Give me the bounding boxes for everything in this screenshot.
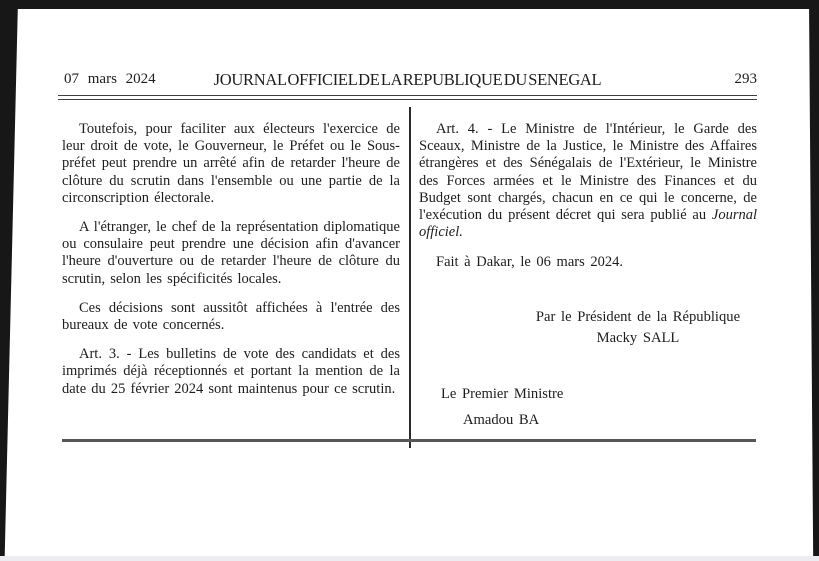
- prime-minister-name: Amadou BA: [463, 412, 540, 429]
- journal-officiel-italic: Journal officiel.: [419, 207, 757, 241]
- paragraph-article-4: [419, 121, 757, 241]
- paragraph-article-3: Art. 3. - Les bulletins de vote des candidats et des imprimés déjà réceptionnés et portant la mention de la date du 25 février 2024 sont maintenus pour ce scrutin.: [62, 346, 400, 397]
- journal-title: JOURNAL OFFICIEL DE LA REPUBLIQUE DU SENEGAL: [213, 70, 602, 89]
- header-double-rule: [58, 95, 757, 100]
- scan-border-left: [0, 0, 18, 557]
- paragraph-decisions: Ces décisions sont aussitôt affichées à l'entrée des bureaux de vote concernés.: [62, 299, 400, 334]
- scan-border-top: [0, 0, 819, 9]
- scan-bottom-band: [0, 556, 819, 561]
- right-column: [419, 121, 757, 429]
- dateline: Fait à Dakar, le 06 mars 2024.: [436, 254, 623, 271]
- president-signature-block: [419, 307, 757, 349]
- footer-rule: [62, 439, 756, 442]
- left-column: [62, 121, 400, 410]
- president-name: Macky SALL: [596, 330, 680, 347]
- page-number: 293: [734, 71, 757, 87]
- paragraph-toutefois: Toutefois, pour faciliter aux électeurs l'exercice de leur droit de vote, le Gouverneur, le Préfet ou le Sous-préfet peut prendre un arrêté afin de retarder l'heure de clôture du scrutin dans l'ensemble ou une partie de la circonscription électorale.: [62, 121, 400, 206]
- paragraph-etranger: A l'étranger, le chef de la représentation diplomatique ou consulaire peut prendre une décision afin d'avancer l'heure d'ouverture ou de retarder l'heure de clôture du scrutin, selon les spécificités locales.: [62, 219, 400, 287]
- column-divider-rule: [409, 107, 411, 448]
- president-title: Par le Président de la République: [535, 309, 741, 326]
- prime-minister-title: Le Premier Ministre: [441, 386, 564, 403]
- header-date: 07 mars 2024: [64, 71, 156, 87]
- scan-border-right: [809, 0, 819, 561]
- article-4-text: Art. 4. - Le Ministre de l'Intérieur, le Garde des Sceaux, Ministre de la Justice, le Ministre des Affaires étrangères et des Sénégalais de l'Extérieur, le Ministre des Forces armées et le Ministre des Finances et du Budget sont chargés, chacun en ce qui le concerne, de l'exécution du présent décret qui sera publié au: [419, 121, 757, 224]
